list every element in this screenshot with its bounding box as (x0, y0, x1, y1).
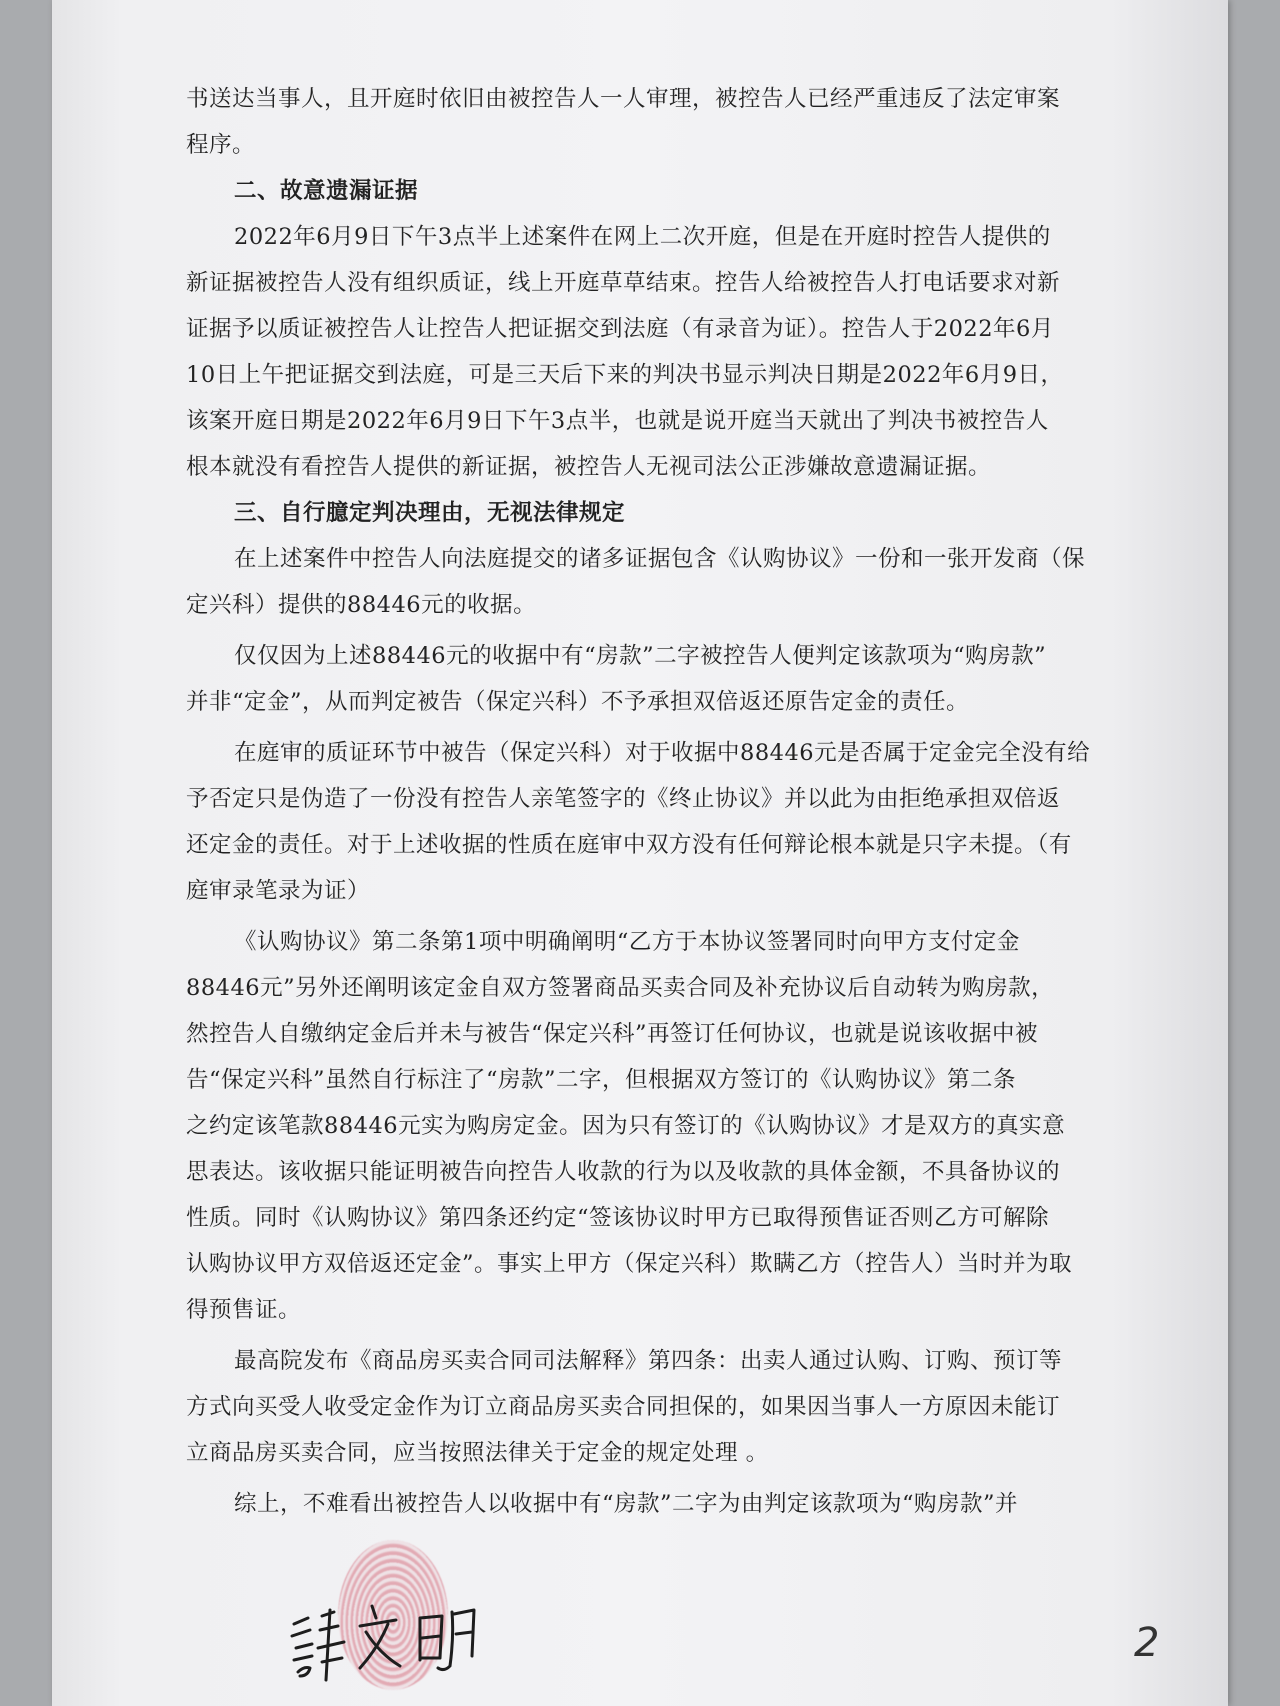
text-line: 告“保定兴科”虽然自行标注了“房款”二字，但根据双方签订的《认购协议》第二条 (186, 1067, 1017, 1093)
text-line: 最高院发布《商品房买卖合同司法解释》第四条：出卖人通过认购、订购、预订等 (234, 1348, 1063, 1374)
text-line: 88446元”另外还阐明该定金自双方签署商品买卖合同及补充协议后自动转为购房款， (186, 975, 1055, 1001)
text-line: 然控告人自缴纳定金后并未与被告“保定兴科”再签订任何协议，也就是说该收据中被 (186, 1021, 1039, 1047)
text-line: 庭审录笔录为证） (186, 878, 371, 904)
text-line: 2022年6月9日下午3点半上述案件在网上二次开庭，但是在开庭时控告人提供的 (234, 224, 1051, 250)
page-number: 2 (1134, 1620, 1160, 1666)
text-line: 立商品房买卖合同，应当按照法律关于定金的规定处理 。 (186, 1440, 769, 1466)
text-line: 《认购协议》第二条第1项中明确阐明“乙方于本协议签署同时向甲方支付定金 (234, 929, 1020, 955)
text-line: 根本就没有看控告人提供的新证据，被控告人无视司法公正涉嫌故意遗漏证据。 (186, 454, 992, 480)
text-line: 思表达。该收据只能证明被告向控告人收款的行为以及收款的具体金额，不具备协议的 (186, 1159, 1061, 1185)
text-line: 在上述案件中控告人向法庭提交的诸多证据包含《认购协议》一份和一张开发商（保 (234, 546, 1086, 572)
text-line: 10日上午把证据交到法庭，可是三天后下来的判决书显示判决日期是2022年6月9日， (186, 362, 1064, 388)
text-line: 还定金的责任。对于上述收据的性质在庭审中双方没有任何辩论根本就是只字未提。（有 (186, 832, 1072, 858)
text-line: 综上，不难看出被控告人以收据中有“房款”二字为由判定该款项为“购房款”并 (234, 1491, 1019, 1517)
text-line: 书送达当事人，且开庭时依旧由被控告人一人审理，被控告人已经严重违反了法定审案 (186, 86, 1061, 112)
text-line: 程序。 (186, 132, 256, 158)
text-line: 性质。同时《认购协议》第四条还约定“签该协议时甲方已取得预售证否则乙方可解除 (186, 1205, 1050, 1231)
text-line: 之约定该笔款88446元实为购房定金。因为只有签订的《认购协议》才是双方的真实意 (186, 1113, 1066, 1139)
text-line: 并非“定金”，从而判定被告（保定兴科）不予承担双倍返还原告定金的责任。 (186, 689, 970, 715)
text-line: 定兴科）提供的88446元的收据。 (186, 592, 537, 618)
text-line: 方式向买受人收受定金作为订立商品房买卖合同担保的，如果因当事人一方原因未能订 (186, 1394, 1061, 1420)
handwritten-signature (286, 1596, 486, 1686)
text-line: 仅仅因为上述88446元的收据中有“房款”二字被控告人便判定该款项为“购房款” (234, 643, 1047, 669)
text-line: 认购协议甲方双倍返还定金”。事实上甲方（保定兴科）欺瞒乙方（控告人）当时并为取 (186, 1251, 1073, 1277)
text-line: 证据予以质证被控告人让控告人把证据交到法庭（有录音为证）。控告人于2022年6月 (186, 316, 1054, 342)
document-body (186, 76, 1146, 1527)
text-line: 新证据被控告人没有组织质证，线上开庭草草结束。控告人给被控告人打电话要求对新 (186, 270, 1061, 296)
text-line: 该案开庭日期是2022年6月9日下午3点半，也就是说开庭当天就出了判决书被控告人 (186, 408, 1049, 434)
text-line: 得预售证。 (186, 1297, 302, 1323)
section-heading: 三、自行臆定判决理由，无视法律规定 (234, 500, 626, 526)
text-line: 予否定只是伪造了一份没有控告人亲笔签字的《终止协议》并以此为由拒绝承担双倍返 (186, 786, 1061, 812)
text-line: 在庭审的质证环节中被告（保定兴科）对于收据中88446元是否属于定金完全没有给 (234, 740, 1091, 766)
section-heading: 二、故意遗漏证据 (234, 178, 419, 204)
